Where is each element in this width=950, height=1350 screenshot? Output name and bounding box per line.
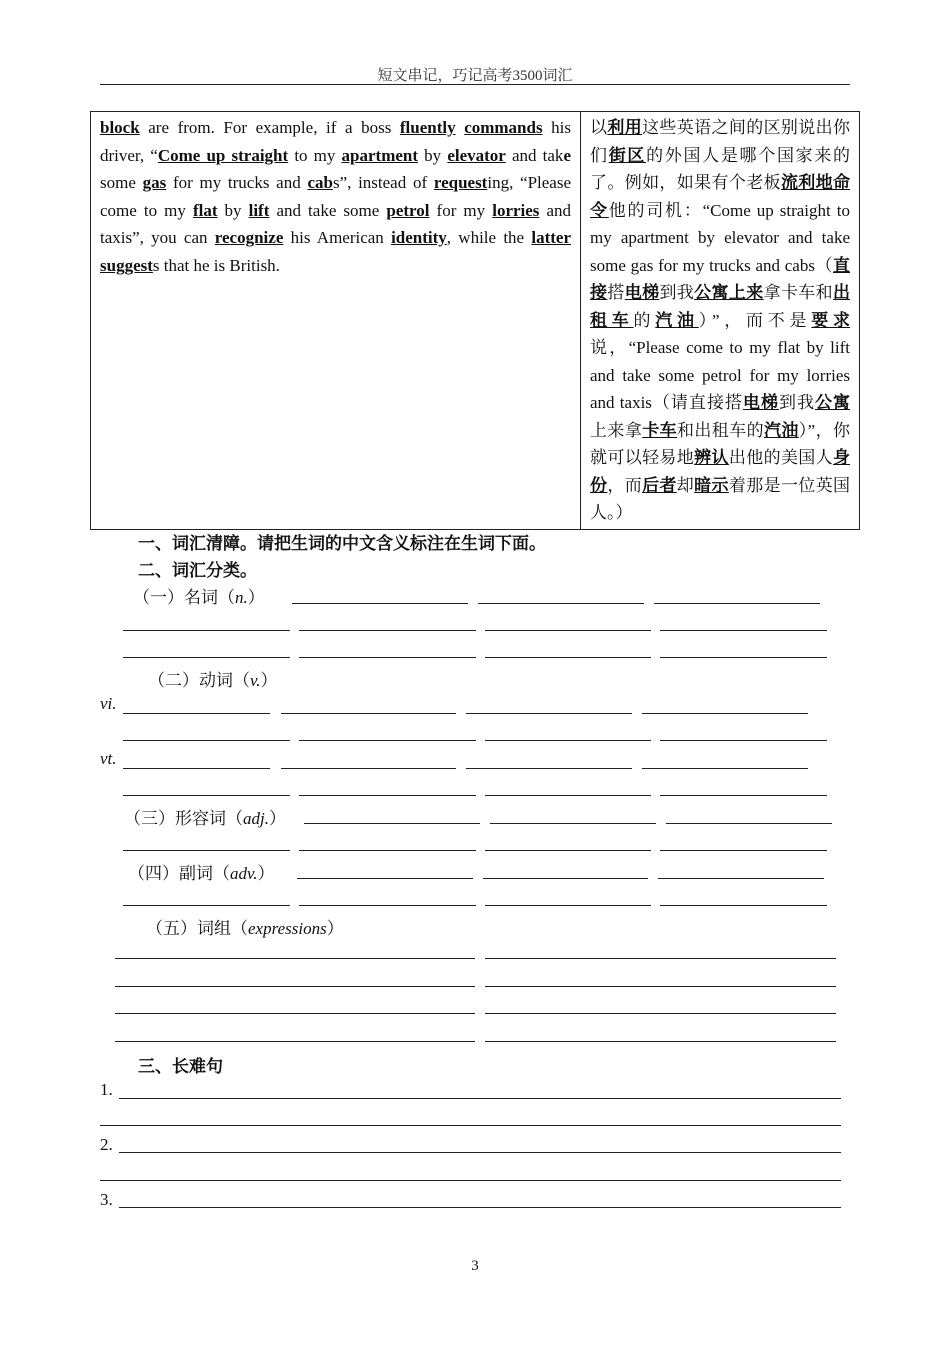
- answer-blank-line[interactable]: [466, 713, 632, 714]
- keyword: 汽油: [763, 420, 799, 440]
- answer-blank-line[interactable]: [299, 795, 476, 796]
- answer-blank-line[interactable]: [115, 958, 475, 959]
- keyword: Come up straight: [157, 145, 289, 165]
- passage-text: ，而: [607, 475, 643, 495]
- chinese-translation: [581, 112, 860, 530]
- passage-text: 的: [633, 310, 656, 330]
- answer-blank-line[interactable]: [119, 1098, 841, 1099]
- answer-blank-line[interactable]: [485, 795, 651, 796]
- keyword: suggest: [100, 255, 153, 275]
- sentence-number-2: 2.: [100, 1135, 113, 1154]
- header-rule: [100, 84, 850, 85]
- keyword: 直接: [590, 255, 850, 302]
- keyword: 流利地命令: [590, 173, 851, 220]
- bold-letter: e: [563, 145, 571, 165]
- keyword: 汽油: [655, 310, 699, 330]
- passage-text: for my trucks and: [166, 173, 308, 192]
- answer-blank-line[interactable]: [123, 905, 290, 906]
- passage-text: 和出租车的: [677, 420, 764, 440]
- answer-blank-line[interactable]: [115, 1013, 475, 1014]
- verbs-label: （二）动词（v.）: [148, 671, 278, 690]
- answer-blank-line[interactable]: [123, 768, 270, 769]
- answer-blank-line[interactable]: [483, 878, 648, 879]
- keyword: identity: [391, 228, 447, 247]
- answer-blank-line[interactable]: [297, 878, 473, 879]
- answer-blank-line[interactable]: [299, 630, 476, 631]
- passage-text: 到我: [659, 283, 695, 302]
- answer-blank-line[interactable]: [660, 630, 827, 631]
- answer-blank-line[interactable]: [485, 958, 836, 959]
- answer-blank-line[interactable]: [123, 795, 290, 796]
- answer-blank-line[interactable]: [660, 795, 827, 796]
- keyword: elevator: [447, 145, 506, 165]
- keyword: 辨认: [694, 448, 729, 467]
- passage-text: ing, “Please come to my: [100, 173, 572, 220]
- answer-blank-line[interactable]: [658, 878, 824, 879]
- passage-text: his driver, “: [100, 118, 571, 165]
- answer-blank-line[interactable]: [485, 986, 836, 987]
- keyword: cab: [307, 173, 333, 192]
- page-number: 3: [471, 1258, 479, 1274]
- passage-text: for my: [429, 200, 493, 220]
- answer-blank-line[interactable]: [292, 603, 468, 604]
- keyword: 卡车: [642, 420, 677, 440]
- keyword: apartment: [341, 145, 419, 165]
- keyword: 要求: [811, 310, 851, 330]
- keyword: block: [100, 118, 140, 137]
- passage-text: ）”，而不是: [698, 310, 812, 330]
- answer-blank-line[interactable]: [123, 713, 270, 714]
- passage-text: and taxis”, you can: [100, 200, 572, 247]
- answer-blank-line[interactable]: [100, 1180, 841, 1181]
- english-passage: [91, 112, 581, 530]
- passage-text: 到我: [778, 393, 815, 412]
- passage-text: 拿卡车和: [763, 283, 834, 302]
- answer-blank-line[interactable]: [100, 1125, 841, 1126]
- passage-text: to my: [288, 145, 342, 165]
- answer-blank-line[interactable]: [490, 823, 656, 824]
- section-long-sentences: 三、长难句: [138, 1057, 223, 1076]
- passage-text: [456, 118, 465, 137]
- vi-label: vi.: [100, 694, 117, 713]
- answer-blank-line[interactable]: [299, 850, 476, 851]
- keyword: 公寓上来: [694, 283, 764, 302]
- answer-blank-line[interactable]: [478, 603, 644, 604]
- answer-blank-line[interactable]: [642, 713, 808, 714]
- passage-text: s that he is British.: [152, 255, 280, 275]
- nouns-label: （一）名词（n.）: [133, 588, 265, 607]
- adv-label: （四）副词（adv.）: [128, 864, 275, 883]
- answer-blank-line[interactable]: [299, 905, 476, 906]
- answer-blank-line[interactable]: [666, 823, 832, 824]
- keyword: 出租车: [590, 283, 851, 330]
- keyword: 电梯: [624, 283, 660, 302]
- keyword: 街区: [608, 145, 647, 165]
- keyword: gas: [142, 173, 167, 192]
- page-header: 短文串记，巧记高考3500词汇: [377, 68, 573, 84]
- passage-text: 说，“Please come to my flat by lift and take some petrol for my lorries and taxis（请直接搭: [590, 338, 850, 412]
- keyword: latter: [531, 228, 571, 247]
- answer-blank-line[interactable]: [642, 768, 808, 769]
- answer-blank-line[interactable]: [485, 657, 651, 658]
- passage-text: 这些英语之间的区别说出你们: [590, 118, 851, 165]
- passage-text: his American: [283, 228, 392, 247]
- keyword: lift: [248, 200, 270, 220]
- answer-blank-line[interactable]: [123, 630, 290, 631]
- answer-blank-line[interactable]: [115, 1041, 475, 1042]
- passage-text: 出他的美国人: [728, 448, 834, 467]
- answer-blank-line[interactable]: [115, 986, 475, 987]
- sentence-number-1: 1.: [100, 1080, 113, 1099]
- answer-blank-line[interactable]: [485, 740, 651, 741]
- keyword: recognize: [214, 228, 284, 247]
- answer-blank-line[interactable]: [660, 850, 827, 851]
- passage-text: and take some: [269, 200, 387, 220]
- answer-blank-line[interactable]: [123, 740, 290, 741]
- answer-blank-line[interactable]: [654, 603, 820, 604]
- keyword: 利用: [607, 118, 643, 137]
- answer-blank-line[interactable]: [299, 740, 476, 741]
- answer-blank-line[interactable]: [299, 657, 476, 658]
- keyword: lorries: [492, 200, 540, 220]
- keyword: fluently: [399, 118, 456, 137]
- answer-blank-line[interactable]: [123, 657, 290, 658]
- keyword: flat: [192, 200, 218, 220]
- passage-text: are from. For example, if a boss: [139, 118, 400, 137]
- adj-label: （三）形容词（adj.）: [124, 809, 286, 828]
- passage-text: some: [100, 173, 143, 192]
- answer-blank-line[interactable]: [660, 905, 827, 906]
- answer-blank-line[interactable]: [485, 850, 651, 851]
- keyword: commands: [464, 118, 543, 137]
- keyword: request: [433, 173, 488, 192]
- passage-text: 以: [590, 118, 608, 137]
- answer-blank-line[interactable]: [466, 768, 632, 769]
- answer-blank-line[interactable]: [485, 1041, 836, 1042]
- passage-text: 上来拿: [590, 420, 643, 440]
- passage-text: by: [418, 145, 448, 165]
- keyword: 后者: [642, 475, 677, 495]
- section-vocab-classify: 二、词汇分类。: [138, 561, 257, 580]
- answer-blank-line[interactable]: [485, 1013, 836, 1014]
- keyword: 暗示: [694, 475, 729, 495]
- answer-blank-line[interactable]: [485, 905, 651, 906]
- keyword: 电梯: [742, 393, 779, 412]
- passage-text: 的外国人是哪个国家来的了。例如，如果有个老板: [590, 145, 851, 192]
- answer-blank-line[interactable]: [281, 768, 456, 769]
- answer-blank-line[interactable]: [304, 823, 480, 824]
- passage-table: [90, 111, 860, 530]
- section-vocab-clearing: 一、词汇清障。请把生词的中文含义标注在生词下面。: [138, 534, 546, 553]
- passage-text: 他的司机：“Come up straight to my apartment by elevator and take some gas for my trucks and cabs（: [590, 200, 850, 275]
- keyword: 身份: [590, 448, 851, 495]
- passage-text: s”, instead of: [332, 173, 434, 192]
- vt-label: vt.: [100, 749, 117, 768]
- passage-text: 却: [676, 475, 695, 495]
- passage-text: 搭: [607, 283, 625, 302]
- answer-blank-line[interactable]: [281, 713, 456, 714]
- keyword: 公寓: [815, 393, 851, 412]
- answer-blank-line[interactable]: [660, 657, 827, 658]
- expressions-label: （五）词组（expressions）: [146, 919, 344, 938]
- passage-text: , while the: [446, 228, 532, 247]
- passage-text: ）”，你就可以轻易地: [590, 420, 851, 467]
- answer-blank-line[interactable]: [123, 850, 290, 851]
- passage-text: and tak: [505, 145, 564, 165]
- sentence-number-3: 3.: [100, 1190, 113, 1209]
- answer-blank-line[interactable]: [119, 1207, 841, 1208]
- keyword: petrol: [386, 200, 430, 220]
- answer-blank-line[interactable]: [485, 630, 651, 631]
- answer-blank-line[interactable]: [119, 1152, 841, 1153]
- answer-blank-line[interactable]: [660, 740, 827, 741]
- passage-text: by: [217, 200, 249, 220]
- passage-text: 着那是一位英国人。）: [590, 475, 851, 522]
